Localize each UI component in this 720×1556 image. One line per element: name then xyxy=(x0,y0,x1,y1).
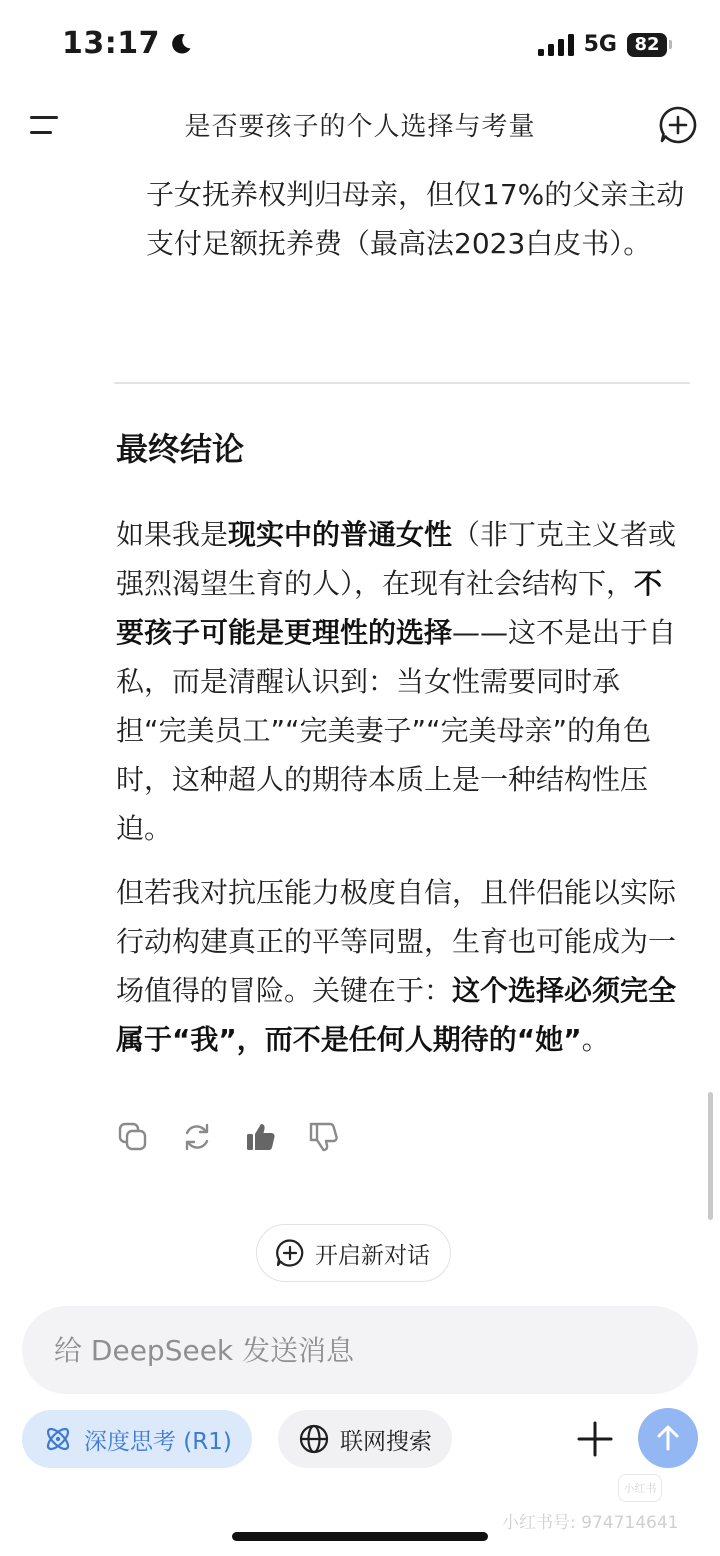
message-input-container xyxy=(22,1306,698,1394)
network-label: 5G xyxy=(583,32,617,57)
send-button[interactable] xyxy=(638,1408,698,1468)
page-title: 是否要孩子的个人选择与考量 xyxy=(184,112,536,142)
battery-level: 82 xyxy=(627,33,667,57)
p2-bold: 这个选择必须完全属于“我”，而不是任何人期待的“她” xyxy=(116,974,677,1056)
web-search-label: 联网搜索 xyxy=(340,1428,432,1455)
p1-text-a: 如果我是 xyxy=(116,518,229,551)
p1-text-b: （非丁克主义者或强烈渴望生育的人），在现有社会结构下， xyxy=(116,518,677,600)
plus-icon[interactable] xyxy=(576,1420,614,1458)
message-input[interactable] xyxy=(52,1333,656,1368)
message-paragraph-top: 子女抚养权判归母亲，但仅17%的父亲主动支付足额抚养费（最高法2023白皮书）。 xyxy=(146,178,685,260)
new-conversation-button[interactable] xyxy=(256,1224,451,1282)
web-search-toggle[interactable] xyxy=(278,1410,452,1468)
conclusion-paragraph-1 xyxy=(116,510,690,853)
home-indicator[interactable] xyxy=(232,1532,488,1541)
watermark-logo: 小红书 xyxy=(618,1474,662,1502)
time-text: 13:17 xyxy=(62,26,160,61)
copy-icon[interactable] xyxy=(116,1120,150,1154)
divider xyxy=(114,382,690,384)
p1-bold-b: 不要孩子可能是更理性的选择 xyxy=(116,567,663,649)
globe-icon xyxy=(298,1423,330,1455)
new-conversation-label: 开启新对话 xyxy=(315,1242,430,1269)
deep-think-toggle[interactable] xyxy=(22,1410,252,1468)
signal-icon xyxy=(538,34,574,56)
p1-bold-a: 现实中的普通女性 xyxy=(228,518,453,551)
watermark-text: 小红书号: 974714641 xyxy=(502,1513,679,1533)
atom-icon xyxy=(42,1423,74,1455)
deep-think-label: 深度思考 (R1) xyxy=(84,1428,232,1455)
conclusion-paragraph-2 xyxy=(116,868,690,1064)
moon-icon xyxy=(168,31,194,57)
status-time xyxy=(62,26,194,61)
section-title: 最终结论 xyxy=(116,430,245,468)
p2-text-b: 。 xyxy=(581,1023,610,1056)
thumbs-up-icon[interactable] xyxy=(244,1120,278,1154)
battery-icon xyxy=(627,33,672,57)
new-chat-icon[interactable] xyxy=(658,105,698,145)
battery-tip xyxy=(669,40,672,49)
status-indicators xyxy=(538,32,672,57)
regenerate-icon[interactable] xyxy=(180,1120,214,1154)
arrow-up-icon xyxy=(653,1423,683,1453)
message-actions xyxy=(116,1120,342,1154)
scrollbar[interactable] xyxy=(708,1092,713,1220)
new-chat-icon xyxy=(275,1238,305,1268)
thumbs-down-icon[interactable] xyxy=(308,1120,342,1154)
p1-text-c: ——这不是出于自私，而是清醒认识到：当女性需要同时承担“完美员工”“完美妻子”“完美母亲”的角色时，这种超人的期待本质上是一种结构性压迫。 xyxy=(116,616,677,845)
p2-text-a: 但若我对抗压能力极度自信，且伴侣能以实际行动构建真正的平等同盟，生育也可能成为一场值得的冒险。关键在于： xyxy=(116,876,677,1007)
